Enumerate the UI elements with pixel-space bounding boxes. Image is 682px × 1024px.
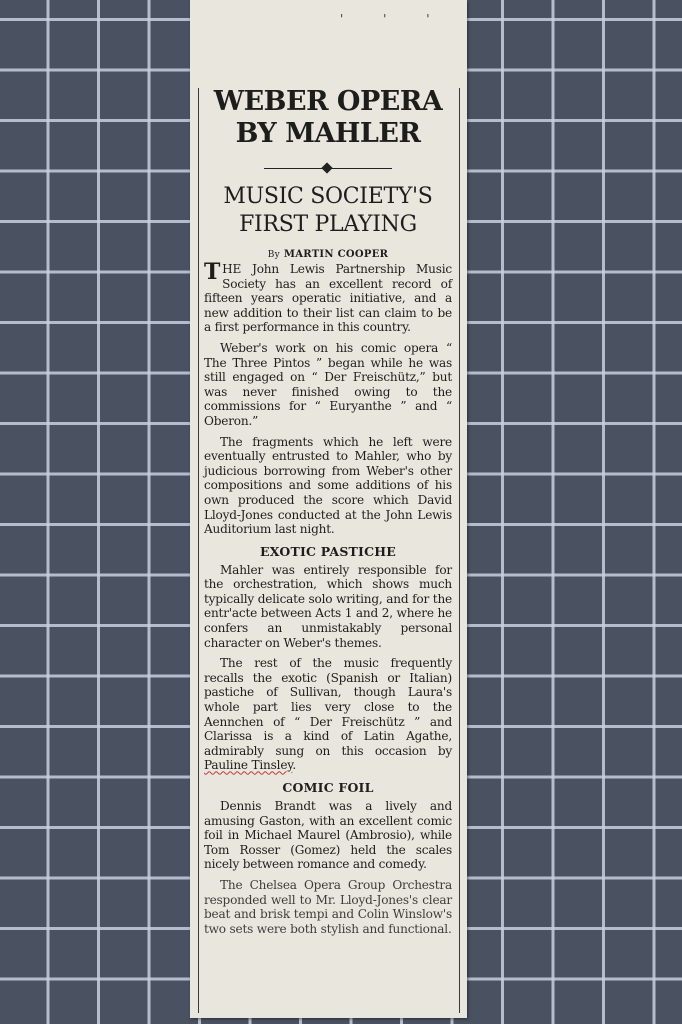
paragraph: The Chelsea Opera Group Orchestra responded well to Mr. Lloyd-Jones's clear beat and brisk tempi and Colin Winslow's two sets were both stylish and functional. — [204, 877, 452, 936]
article — [204, 86, 452, 936]
paragraph: Weber's work on his comic opera “ The Three Pintos ” began while he was still engaged on “ Der Freischütz,” but was never finished owing to the commissions for “ Euryanthe ” and “ Oberon.” — [204, 340, 452, 428]
paragraph-text: The rest of the music frequently recalls the exotic (Spanish or Italian) pastiche of Sullivan, though Laura's whole part lies very close to the Aennchen of “ Der Freischütz ” and Clarissa is a kind of Latin Agathe, admirably sung on this occasion by — [204, 656, 452, 758]
subheadline-line-2: FIRST PLAYING — [239, 212, 417, 237]
ornament-divider — [204, 158, 452, 178]
column-rule-left — [198, 88, 199, 1013]
column-rule-right — [459, 88, 460, 1013]
paragraph-lead-text: HE John Lewis Partnership Music Society has an excellent record of fifteen years operatic initiative, and a new addition to their list can claim to be a first performance in this country. — [204, 262, 452, 335]
headline-line-2: BY MAHLER — [235, 118, 421, 149]
section-heading-exotic-pastiche: EXOTIC PASTICHE — [260, 543, 396, 559]
paragraph: The fragments which he left were eventually entrusted to Mahler, who by judicious borrowing from Weber's other compositions and some additions of his own produced the score which David Lloyd-Jones conducted at the John Lewis Auditorium last night. — [204, 434, 452, 537]
headline-line-1: WEBER OPERA — [213, 86, 443, 117]
subheadline-line-1: MUSIC SOCIETY'S — [223, 184, 433, 209]
spellcheck-underlined-name: Pauline Tinsley — [204, 758, 293, 773]
byline — [204, 249, 452, 260]
paper-specks: ' ' ' — [340, 12, 448, 26]
newspaper-clipping — [190, 0, 467, 1018]
paragraph — [204, 656, 452, 773]
byline-prefix: By — [267, 250, 281, 260]
byline-author: MARTIN COOPER — [283, 249, 389, 260]
paragraph: Dennis Brandt was a lively and amusing Gaston, with an excellent comic foil in Michael Maurel (Ambrosio), while Tom Rosser (Gomez) held the scales nicely between romance and comedy. — [204, 799, 452, 872]
paragraph-text-end: . — [292, 758, 296, 773]
paragraph-lead — [204, 259, 452, 335]
section-heading-comic-foil: COMIC FOIL — [282, 780, 374, 795]
paragraph: Mahler was entirely responsible for the orchestration, which shows much typically delicate solo writing, and for the entr'acte between Acts 1 and 2, where he confers an unmistakably personal character on Weber's themes. — [204, 562, 452, 650]
drop-cap: T — [204, 259, 221, 285]
diamond-icon — [321, 162, 332, 173]
